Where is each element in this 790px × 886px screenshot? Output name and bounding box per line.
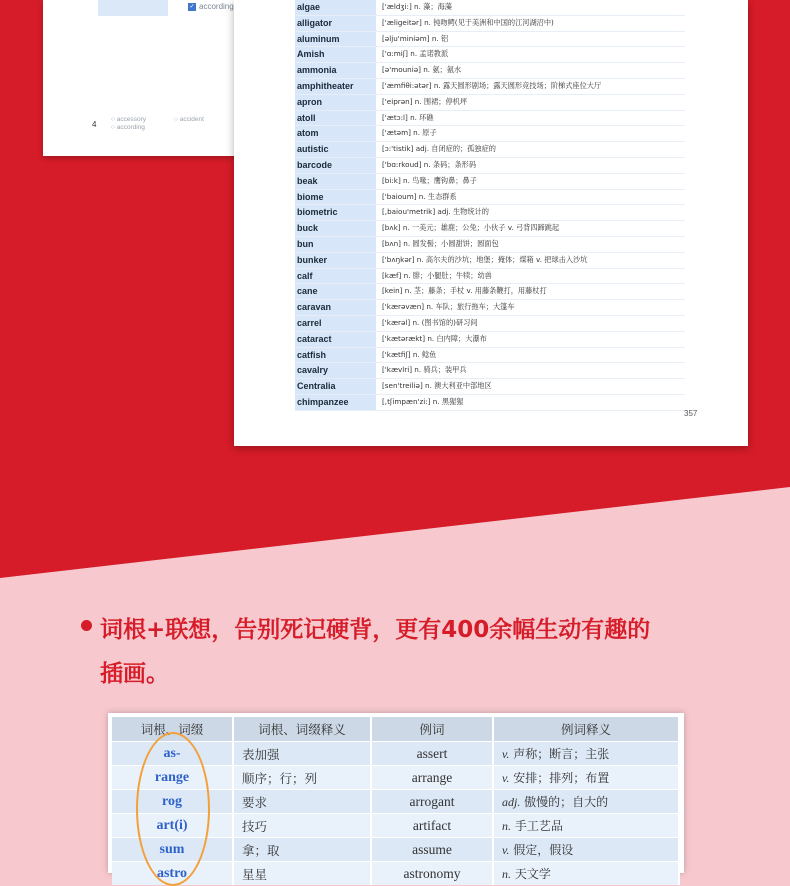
footer-words-a: ○ accessory ○ according <box>111 116 146 131</box>
vocab-definition: ['ætəm] n. 原子 <box>382 128 437 138</box>
vocab-row <box>295 316 685 332</box>
vocab-definition: [kein] n. 茎；藤条；手杖 v. 用藤条鞭打，用藤杖打 <box>382 286 547 296</box>
meaning-cell: 拿；取 <box>233 838 371 862</box>
example-meaning-cell <box>493 814 679 838</box>
vocab-definition: ['bɑ:rkoud] n. 条码；条形码 <box>382 159 477 169</box>
example-meaning: 假定，假设 <box>513 843 574 857</box>
root-cell: sum <box>112 838 233 862</box>
left-page-number: 4 <box>92 120 97 129</box>
vocab-definition: ['kærəvæn] n. 车队；旅行拖车；大篷车 <box>382 302 515 312</box>
vocab-word: autistic <box>295 142 376 157</box>
vocab-word: cataract <box>295 332 376 347</box>
part-of-speech: n. <box>502 867 511 881</box>
vocab-word: apron <box>295 95 376 110</box>
vocab-row <box>295 237 685 253</box>
vocab-row <box>295 111 685 127</box>
part-of-speech: v. <box>502 771 510 785</box>
example-cell: assume <box>371 838 493 862</box>
vocab-word: atom <box>295 126 376 141</box>
example-cell: arrogant <box>371 790 493 814</box>
check-icon: ✓ <box>189 3 195 10</box>
vocab-word: algae <box>295 0 376 15</box>
vocab-row <box>295 79 685 95</box>
vocab-definition: [bʌn] n. 圆发髻；小圆甜饼；圆面包 <box>382 238 499 248</box>
vocab-row <box>295 126 685 142</box>
vocab-definition: [bʌk] n. 一美元；雄鹿；公兔；小伙子 v. 弓背四蹄跳起 <box>382 223 560 233</box>
vocab-word: bun <box>295 237 376 252</box>
part-of-speech: n. <box>502 819 511 833</box>
vocab-word: caravan <box>295 300 376 315</box>
vocab-definition: ['bʌŋkər] n. 高尔夫的沙坑；地堡；掩体；煤箱 v. 把球击入沙坑 <box>382 254 588 264</box>
vocab-row <box>295 190 685 206</box>
vocab-row <box>295 253 685 269</box>
vocabulary-list <box>295 0 685 411</box>
root-affix-table <box>108 713 684 882</box>
vocab-row <box>295 142 685 158</box>
vocab-definition: ['kætfiʃ] n. 鲶鱼 <box>382 349 437 359</box>
vocab-definition: [sen'treiliə] n. 澳大利亚中部地区 <box>382 381 492 391</box>
example-meaning-cell <box>493 790 679 814</box>
root-cell: art(i) <box>112 814 233 838</box>
vocab-word: cavalry <box>295 363 376 378</box>
vocab-definition: ['kætərækt] n. 白内障；大瀑布 <box>382 333 487 343</box>
vocab-row <box>295 332 685 348</box>
table-row <box>112 790 679 814</box>
right-page-number: 357 <box>684 409 698 418</box>
vocab-definition: ['æmfiθi:ətər] n. 露天圆形剧场；露天圆形竞技场；阶梯式座位大厅 <box>382 80 602 90</box>
example-cell: arrange <box>371 766 493 790</box>
vocab-word: biome <box>295 190 376 205</box>
table-row <box>112 742 679 766</box>
example-meaning-cell <box>493 838 679 862</box>
vocab-word: cane <box>295 284 376 299</box>
vocab-word: calf <box>295 269 376 284</box>
vocab-row <box>295 0 685 16</box>
vocab-row <box>295 284 685 300</box>
vocab-row <box>295 348 685 364</box>
vocab-row <box>295 363 685 379</box>
root-cell: rog <box>112 790 233 814</box>
vocab-row <box>295 379 685 395</box>
vocab-definition: ['ældʒi:] n. 藻；海藻 <box>382 2 452 11</box>
vocab-definition: [ɔ:'tistik] adj. 自闭症的；孤独症的 <box>382 144 496 154</box>
checkbox-word: ✓ according <box>189 2 234 11</box>
right-book-page <box>234 0 748 446</box>
vocab-word: catfish <box>295 348 376 363</box>
vocab-definition: ['baioum] n. 生态群系 <box>382 191 457 201</box>
vocab-definition: [,baiou'metrik] adj. 生物统计的 <box>382 207 489 217</box>
part-of-speech: adj. <box>502 795 521 809</box>
vocab-row <box>295 16 685 32</box>
vocab-word: biometric <box>295 205 376 220</box>
example-meaning: 天文学 <box>514 867 551 881</box>
vocab-word: barcode <box>295 158 376 173</box>
vocab-definition: [əlju'miniəm] n. 铝 <box>382 33 449 43</box>
part-of-speech: v. <box>502 843 510 857</box>
highlight-cell <box>98 0 168 16</box>
vocab-definition: [bi:k] n. 鸟喙；鹰钩鼻；鼻子 <box>382 175 477 185</box>
root-cell: astro <box>112 862 233 886</box>
example-meaning-cell <box>493 766 679 790</box>
meaning-cell: 技巧 <box>233 814 371 838</box>
table-row <box>112 862 679 886</box>
vocab-row <box>295 174 685 190</box>
vocab-definition: ['eiprən] n. 围裙；停机坪 <box>382 96 468 106</box>
root-cell: range <box>112 766 233 790</box>
meaning-cell: 星星 <box>233 862 371 886</box>
table-row <box>112 766 679 790</box>
vocab-definition: [ə'mouniə] n. 氨；氨水 <box>382 65 462 75</box>
vocab-word: carrel <box>295 316 376 331</box>
col-header: 例词 <box>371 717 493 742</box>
vocab-row <box>295 63 685 79</box>
example-meaning-cell <box>493 862 679 886</box>
part-of-speech: v. <box>502 747 510 761</box>
vocab-word: chimpanzee <box>295 395 376 410</box>
table-row <box>112 838 679 862</box>
vocab-word: amphitheater <box>295 79 376 94</box>
vocab-word: atoll <box>295 111 376 126</box>
vocab-word: buck <box>295 221 376 236</box>
vocab-word: bunker <box>295 253 376 268</box>
example-meaning-cell <box>493 742 679 766</box>
col-header: 例词释义 <box>493 717 679 742</box>
example-cell: astronomy <box>371 862 493 886</box>
example-meaning: 手工艺品 <box>514 819 563 833</box>
example-meaning: 声称；断言；主张 <box>513 747 610 761</box>
root-cell: as- <box>112 742 233 766</box>
vocab-row <box>295 47 685 63</box>
vocab-definition: ['kævlri] n. 骑兵；装甲兵 <box>382 365 467 375</box>
table-row <box>112 814 679 838</box>
col-header: 词根、词缀释义 <box>233 717 371 742</box>
vocab-row <box>295 32 685 48</box>
vocab-row <box>295 205 685 221</box>
vocab-definition: [kæf] n. 腓；小腿肚；牛犊；幼兽 <box>382 270 492 280</box>
vocab-word: alligator <box>295 16 376 31</box>
vocab-definition: [,tʃimpæn'zi:] n. 黑猩猩 <box>382 396 464 406</box>
vocab-word: Amish <box>295 47 376 62</box>
meaning-cell: 顺序；行；列 <box>233 766 371 790</box>
bullet-dot-icon <box>81 620 92 631</box>
vocab-word: beak <box>295 174 376 189</box>
vocab-word: aluminum <box>295 32 376 47</box>
vocab-row <box>295 158 685 174</box>
vocab-definition: ['kærəl] n. (图书馆的)研习间 <box>382 317 478 327</box>
example-meaning: 傲慢的；自大的 <box>524 795 609 809</box>
meaning-cell: 表加强 <box>233 742 371 766</box>
example-cell: artifact <box>371 814 493 838</box>
vocab-row <box>295 395 685 411</box>
meaning-cell: 要求 <box>233 790 371 814</box>
vocab-definition: ['ɑ:miʃ] n. 孟诺教派 <box>382 49 449 59</box>
vocab-row <box>295 221 685 237</box>
vocab-row <box>295 269 685 285</box>
vocab-word: ammonia <box>295 63 376 78</box>
vocab-row <box>295 95 685 111</box>
col-header: 词根、词缀 <box>112 717 233 742</box>
example-cell: assert <box>371 742 493 766</box>
vocab-word: Centralia <box>295 379 376 394</box>
footer-words-b: ○ accident <box>174 116 204 123</box>
vocab-row <box>295 300 685 316</box>
example-meaning: 安排；排列；布置 <box>513 771 610 785</box>
vocab-definition: ['ætɔ:l] n. 环礁 <box>382 112 434 122</box>
vocab-definition: ['æligeitər] n. 钝吻鳄(见于美洲和中国的江河湖沼中) <box>382 17 554 27</box>
